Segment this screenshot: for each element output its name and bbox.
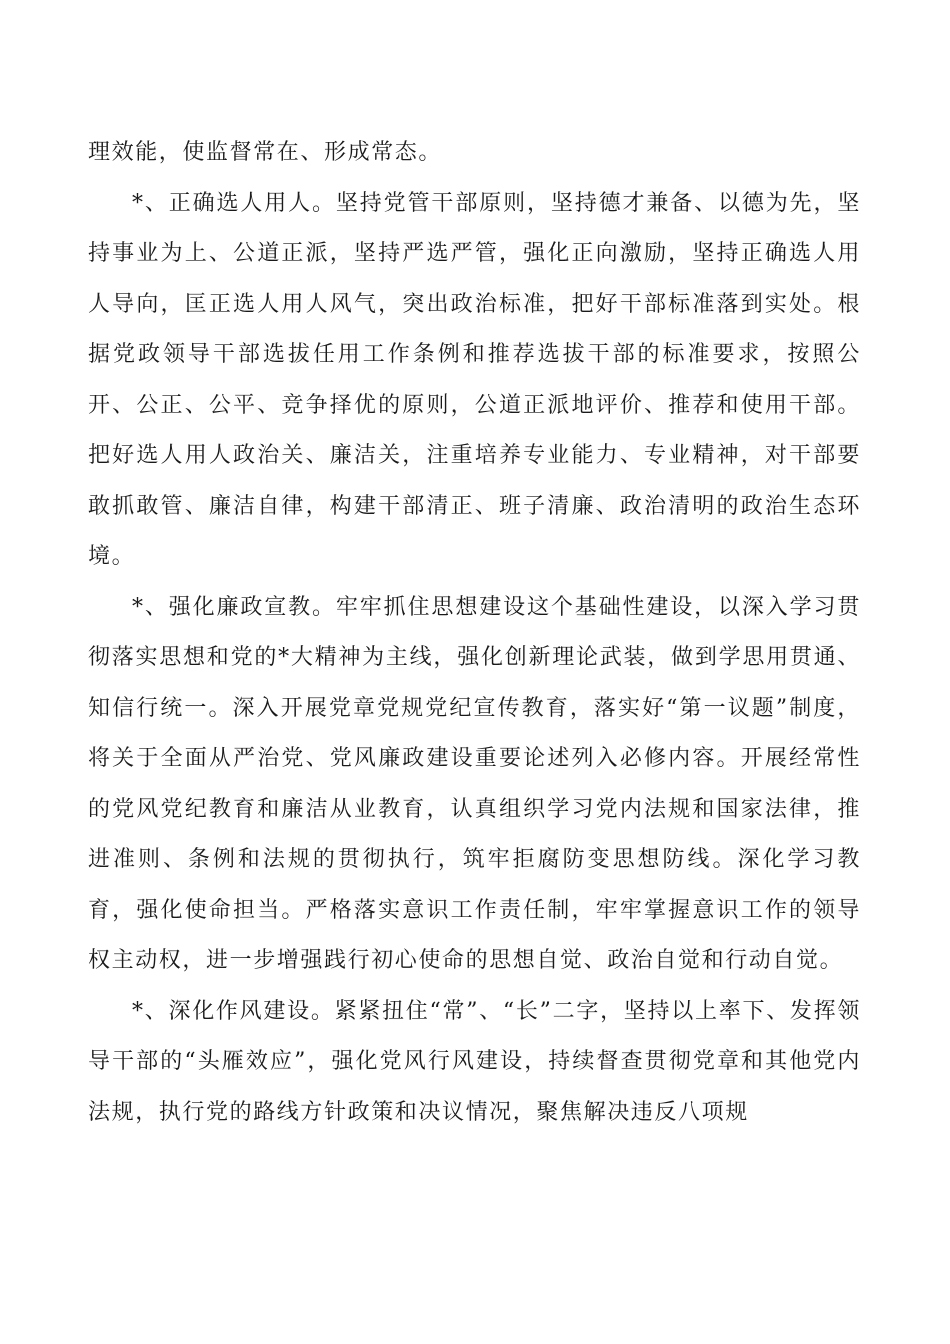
- body-text: [88, 128, 861, 1138]
- paragraph-continuation: 理效能，使监督常在、形成常态。: [88, 140, 443, 165]
- paragraph-integrity-education: *、强化廉政宣教。牢牢抓住思想建设这个基础性建设，以深入学习贯彻落实思想和党的*大精神为主线，强化创新理论武装，做到学思用贯通、知信行统一。深入开展党章党规党纪宣传教育，落实好“第一议题”制度，将关于全面从严治党、党风廉政建设重要论述列入必修内容。开展经常性的党风党纪教育和廉洁从业教育，认真组织学习党内法规和国家法律，推进准则、条例和法规的贯彻执行，筑牢拒腐防变思想防线。深化学习教育，强化使命担当。严格落实意识工作责任制，牢牢掌握意识工作的领导权主动权，进一步增强践行初心使命的思想自觉、政治自觉和行动自觉。: [88, 594, 861, 973]
- paragraph-cadre-selection: *、正确选人用人。坚持党管干部原则，坚持德才兼备、以德为先，坚持事业为上、公道正派，坚持严选严管，强化正向激励，坚持正确选人用人导向，匡正选人用人风气，突出政治标准，把好干部标准落到实处。根据党政领导干部选拔任用工作条例和推荐选拔干部的标准要求，按照公开、公正、公平、竞争择优的原则，公道正派地评价、推荐和使用干部。把好选人用人政治关、廉洁关，注重培养专业能力、专业精神，对干部要敢抓敢管、廉洁自律，构建干部清正、班子清廉、政治清明的政治生态环境。: [88, 190, 861, 569]
- paragraph-work-style: *、深化作风建设。紧紧扭住“常”、“长”二字，坚持以上率下、发挥领导干部的“头雁效应”，强化党风行风建设，持续督查贯彻党章和其他党内法规，执行党的路线方针政策和决议情况，聚焦解决违反八项规: [88, 998, 861, 1125]
